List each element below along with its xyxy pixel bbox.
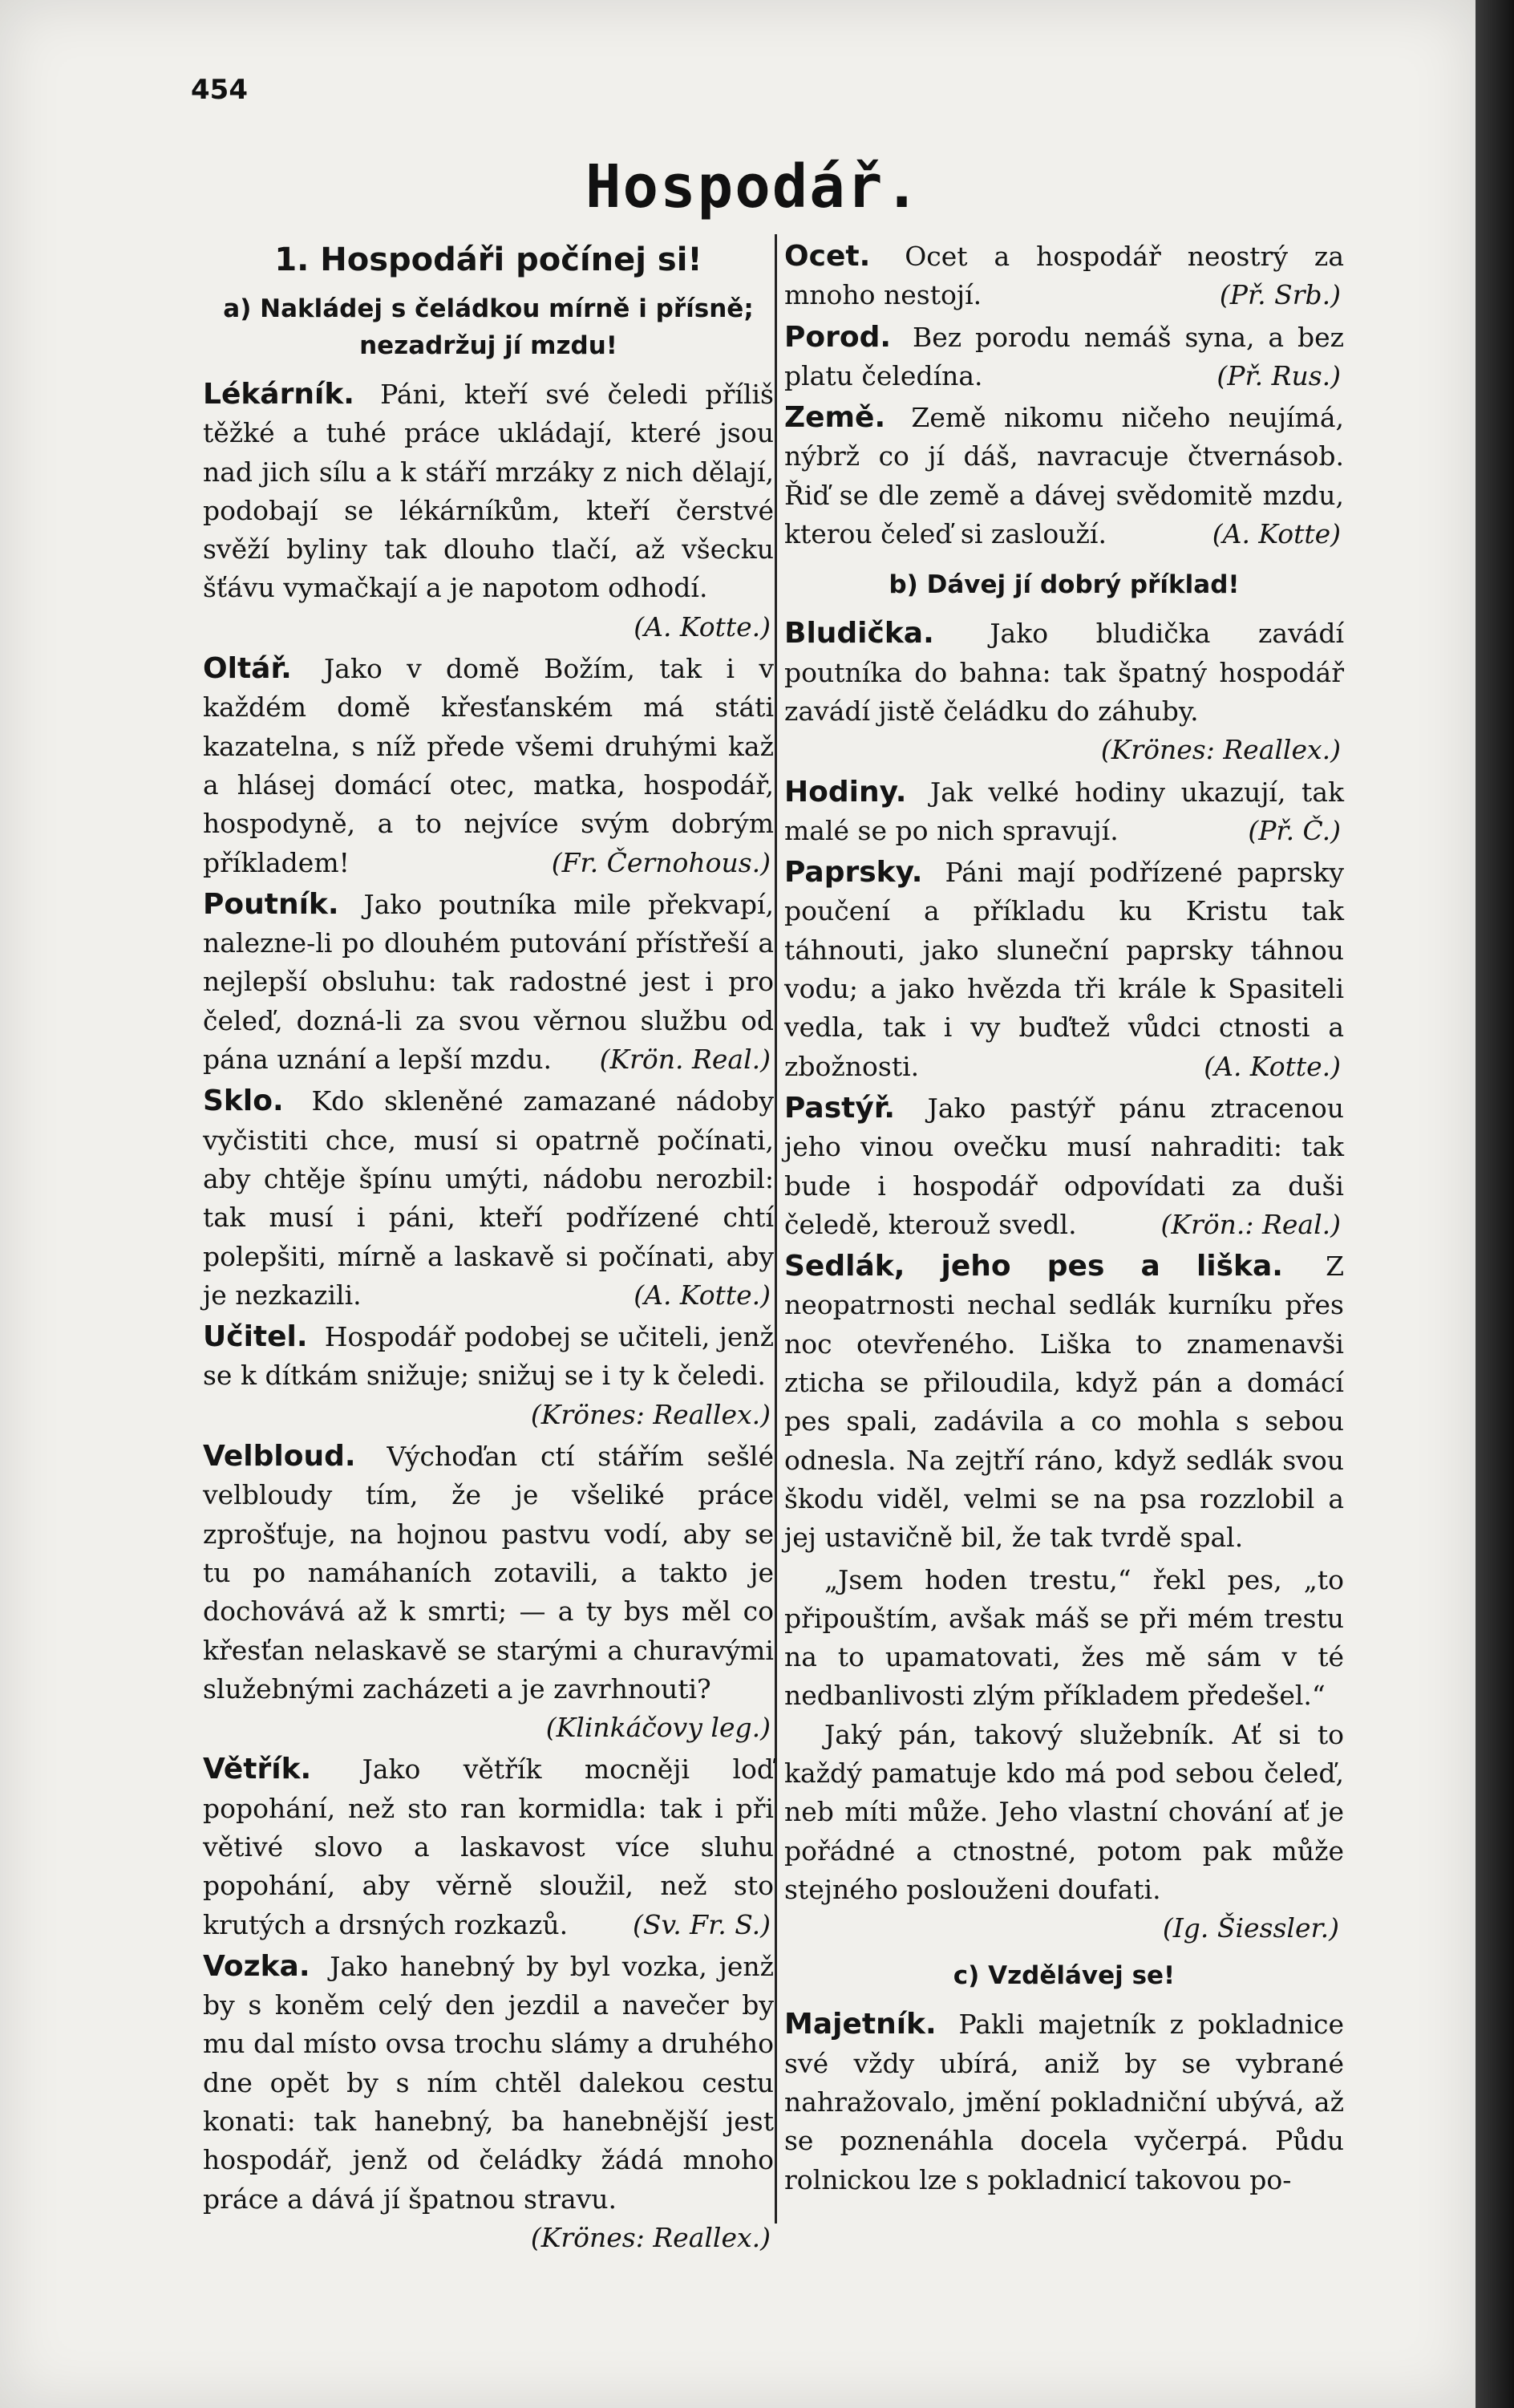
- entry-lemma: Hodiny.: [784, 775, 907, 809]
- entry-lemma: Lékárník.: [203, 378, 354, 411]
- page-number: 454: [191, 74, 248, 106]
- entry-source: (Krönes: Reallex.): [530, 2221, 771, 2253]
- entry-lemma: Velbloud.: [203, 1440, 356, 1474]
- entry-lemma: Bludička.: [784, 617, 934, 651]
- entry-text: Z neopatrnosti nechal sedlák kurníku přes noc otevřeného. Liška to znamenavši zticha se přiloudila, když pán a domácí pes spali, zadávila a co mohla s sebou odnesla. Na zejtří ráno, když sedlák svou škodu viděl, velmi se na psa rozzlobil a jej ustavičně bil, že tak tvrdě spal.: [784, 1251, 1344, 1554]
- entry-text: Hospodář podobej se učiteli, jenž se k dítkám snižuje; snižuj se i ty k čeledi.: [203, 1321, 774, 1392]
- entry-lemma: Oltář.: [203, 652, 292, 686]
- entry-text: Jako větřík mocněji loď popohání, než sto ran kormidla: tak i při větivé slovo a laskavost více sluhu popohání, aby věrně sloužil, než sto krutých a drsných rozkazů.: [203, 1753, 774, 1940]
- entry: [203, 1318, 774, 1434]
- entry-text: Jako v domě Božím, tak i v každém domě křesťanském má státi kazatelna, s níž přede všemi druhými kaž a hlásej domácí otec, matka, hospodář, hospodyně, a to nejvíce svým dobrým příkladem!: [203, 653, 774, 878]
- story: [784, 1561, 1344, 1910]
- entry-lemma: Ocet.: [784, 240, 871, 273]
- entry-text: Jak velké hodiny ukazují, tak malé se po nich spravují.: [784, 776, 1344, 846]
- left-column: [203, 237, 774, 2260]
- entry: [203, 375, 774, 647]
- entry: [203, 1437, 774, 1747]
- entry-lemma: Poutník.: [203, 887, 339, 921]
- entry-text: Jako pastýř pánu ztracenou jeho vinou ovečku musí nahraditi: tak bude i hospodář odpovídati za duši čeledě, kterouž svedl.: [784, 1092, 1344, 1240]
- entry: [203, 886, 774, 1079]
- entry-source: (Krön.: Real.): [1160, 1208, 1341, 1240]
- entry-text: Kdo skleněné zamazané nádoby vyčistiti chce, musí si opatrně počínati, aby chtěje špínu umýti, nádobu nerozbil: tak musí i páni, kteří podřízené chtí polepšiti, mírně a laskavě si počínati, aby je nezkazili.: [203, 1085, 774, 1311]
- entry: [784, 614, 1344, 769]
- entry-source: (Př. Rus.): [1216, 359, 1341, 391]
- entry-text: Bez porodu nemáš syna, a bez platu čeledína.: [784, 321, 1344, 391]
- entry: [784, 2005, 1344, 2199]
- subsection-heading-b: b) Dávej jí dobrý příklad!: [889, 570, 1240, 600]
- entry-source: (Sv. Fr. S.): [632, 1908, 771, 1940]
- entry-source: (Klinkáčovy leg.): [545, 1712, 771, 1744]
- entry-text: Jako poutníka mile překvapí, nalezne-li po dlouhém putování přístřeší a nejlepší obsluhu: tak radostné jest i pro čeleď, dozná-li za svou věrnou službu od pána uznání a lepší mzdu.: [203, 888, 774, 1076]
- entry-lemma: Země.: [784, 401, 886, 435]
- entry-source: (A. Kotte.): [634, 610, 771, 643]
- entry-text: Ocet a hospodář neostrý za mnoho nestojí.: [784, 241, 1344, 311]
- column-divider: [775, 234, 777, 2224]
- entry: [784, 853, 1344, 1086]
- story-paragraph: Jaký pán, takový služebník. Ať si to každý pamatuje kdo má pod sebou čeleď, neb míti může. Jeho vlastní chování ať je pořádné a ctnostné, potom pak může stejného poslouženi doufati.: [784, 1718, 1344, 1905]
- entry-lemma: Paprsky.: [784, 856, 923, 890]
- entry-lemma: Sklo.: [203, 1084, 284, 1118]
- entry: [784, 399, 1344, 553]
- left-entries: [203, 375, 774, 2257]
- entry-source: (A. Kotte.): [634, 1279, 771, 1311]
- entry: [784, 318, 1344, 396]
- entry-text: Jako hanebný by byl vozka, jenž by s koněm celý den jezdil a navečer by mu dal místo ovsa trochu slámy a druhého dne opět by s ním chtěl dalekou cestu konati: tak hanebný, ba hanebnější jest hospodář, jenž od čeládky žádá mnoho práce a dává jí špatnou stravu.: [203, 1950, 774, 2215]
- entry-lemma: Porod.: [784, 320, 892, 354]
- entry: [203, 1750, 774, 1944]
- entry: [784, 237, 1344, 315]
- entry-lemma: Vozka.: [203, 1949, 310, 1983]
- entry: [203, 1082, 774, 1315]
- page-title: Hospodář.: [585, 152, 921, 221]
- entry-lemma: Učitel.: [203, 1320, 308, 1354]
- entry-lemma: Majetník.: [784, 2008, 937, 2041]
- entry-text: Páni mají podřízené paprsky poučení a příkladu ku Kristu tak táhnouti, jako sluneční paprsky táhnou vodu; a jako hvězda tři krále k Spasiteli vedla, tak i vy buďtež vůdci ctnosti a zbožnosti.: [784, 857, 1344, 1082]
- entry-source: (Krönes: Reallex.): [1100, 734, 1341, 766]
- entry: [784, 1089, 1344, 1244]
- entry-lemma: Větřík.: [203, 1753, 312, 1786]
- entry: [203, 650, 774, 882]
- entry-source: (Krön. Real.): [599, 1044, 771, 1076]
- entry: [784, 1247, 1344, 1557]
- entry-lemma: Pastýř.: [784, 1091, 896, 1125]
- entry-source: (A. Kotte.): [1204, 1050, 1341, 1082]
- entry-text: Páni, kteří své čeledi příliš těžké a tuhé práce ukládají, které jsou nad jich sílu a k stáří mrzáky z nich dělají, podobají se lékárníkům, kteří čerstvé svěží byliny tak dlouho tlačí, až všecku šťávu vymačkají a je napotom odhodí.: [203, 379, 774, 604]
- right-entries-b: [784, 614, 1344, 1557]
- page-edge: [1476, 0, 1514, 2408]
- entry: [203, 1948, 774, 2257]
- entry-source: (Př. Srb.): [1219, 279, 1341, 311]
- entry-source: (Př. Č.): [1248, 814, 1341, 846]
- entry-lemma: Sedlák, jeho pes a liška.: [784, 1250, 1283, 1283]
- entry: [784, 773, 1344, 851]
- right-entries-c: [784, 2005, 1344, 2199]
- story-signature: (Ig. Šiessler.): [1162, 1912, 1339, 1944]
- entry-source: (A. Kotte): [1212, 518, 1341, 550]
- right-column: [784, 237, 1344, 2203]
- entry-text: Výchoďan ctí stářím sešlé velbloudy tím, že je všeliké práce zprošťuje, na hojnou pastvu vodí, aby se tu po namáhaních zotavili, a takto je dochovává až k smrti; — a ty bys měl co křesťan nelaskavě se starými a churavými služebnými zacházeti a je zavrhnouti?: [203, 1441, 774, 1705]
- entry-text: Jako bludička zavádí poutníka do bahna: tak špatný hospodář zavádí jistě čeládku do záhuby.: [784, 618, 1344, 727]
- story-paragraph: „Jsem hoden trestu,“ řekl pes, „to připouštím, avšak máš se při mém trestu na to upamatovati, žes mě sám v té nedbanlivosti zlým příkladem předešel.“: [784, 1563, 1344, 1712]
- subsection-heading-c: c) Vzdělávej se!: [953, 1961, 1176, 1991]
- entry-source: (Fr. Černohous.): [551, 846, 771, 878]
- subsection-heading-a: a) Nakládej s čeládkou mírně i přísně; nezadržuj jí mzdu!: [223, 294, 754, 360]
- right-entries-a: [784, 237, 1344, 553]
- entry-text: Pakli majetník z pokladnice své vždy ubírá, aniž by se vybrané nahražovalo, jmění pokladniční ubývá, až se poznenáhla docela vyčerpá. Půdu rolnickou lze s pokladnicí takovou po-: [784, 2009, 1344, 2195]
- section-heading: 1. Hospodáři počínej si!: [274, 241, 702, 278]
- entry-text: Země nikomu ničeho neujímá, nýbrž co jí dáš, navracuje čtvernásob. Řiď se dle země a dávej svědomitě mzdu, kterou čeleď si zaslouží.: [784, 402, 1344, 550]
- entry-source: (Krönes: Reallex.): [530, 1398, 771, 1430]
